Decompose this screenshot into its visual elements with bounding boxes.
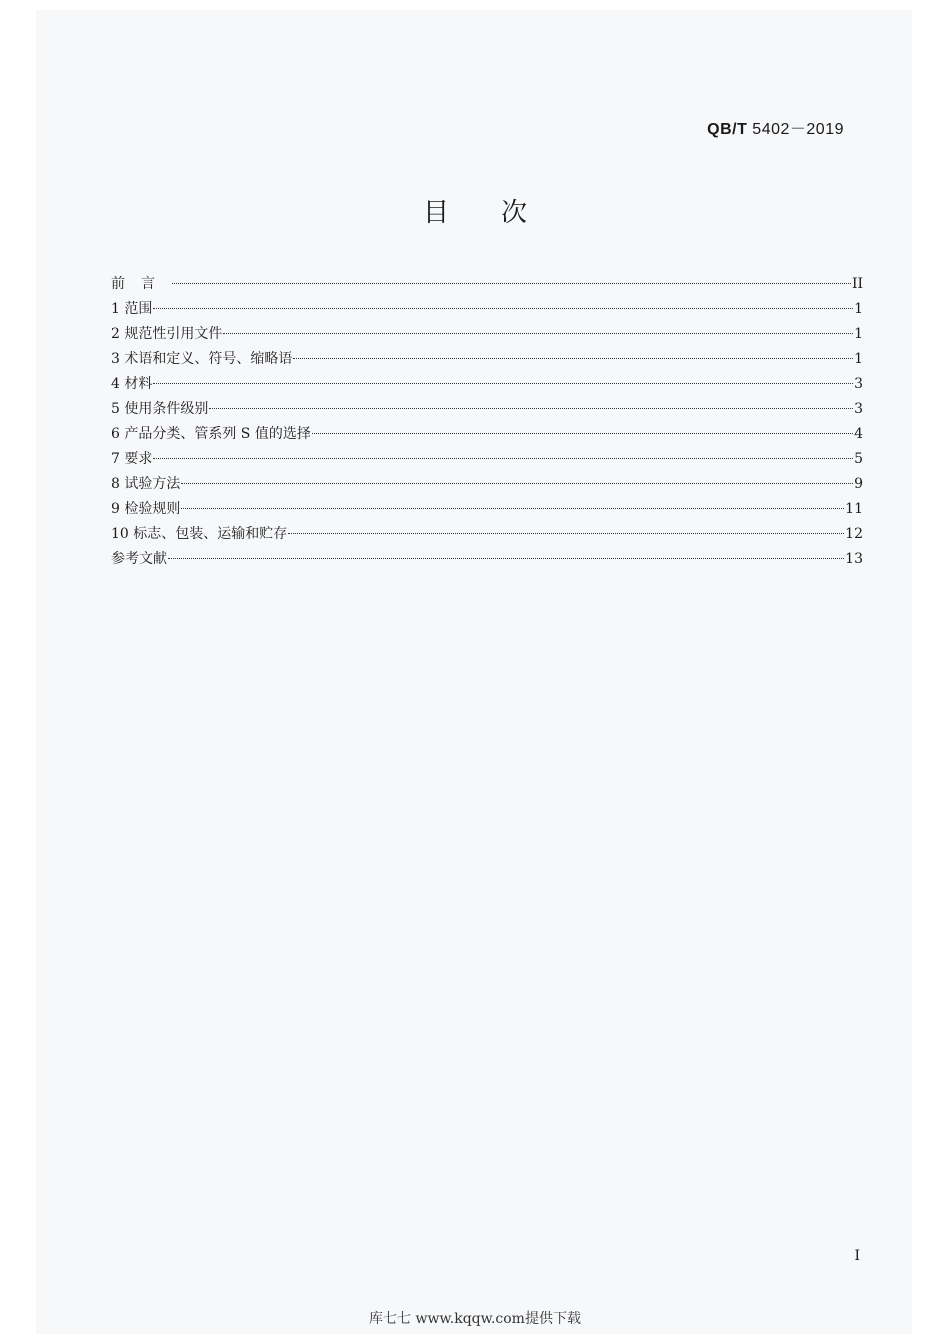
page-number: I: [854, 1248, 860, 1264]
toc-leader-dots: [293, 358, 853, 359]
standard-code: [707, 116, 844, 139]
toc-entry-label: 8 试验方法: [111, 476, 181, 492]
toc-entry-scope[interactable]: [111, 297, 863, 322]
table-of-contents: [111, 272, 863, 572]
toc-entry-page: 9: [854, 476, 863, 492]
toc-leader-dots: [209, 408, 853, 409]
toc-entry-label: 4 材料: [111, 376, 153, 392]
toc-leader-dots: [223, 333, 853, 334]
toc-entry-test-methods[interactable]: [111, 472, 863, 497]
toc-entry-label: 前言: [111, 276, 171, 292]
toc-entry-bibliography[interactable]: [111, 547, 863, 572]
toc-leader-dots: [168, 558, 844, 559]
toc-leader-dots: [153, 383, 853, 384]
standard-prefix: QB/T: [707, 121, 748, 138]
toc-entry-page: 4: [854, 426, 863, 442]
toc-entry-terms[interactable]: [111, 347, 863, 372]
toc-entry-inspection-rules[interactable]: [111, 497, 863, 522]
toc-leader-dots: [172, 283, 851, 284]
toc-leader-dots: [181, 483, 853, 484]
toc-entry-label: 3 术语和定义、符号、缩略语: [111, 351, 293, 367]
toc-entry-label: 9 检验规则: [111, 501, 181, 517]
toc-entry-label: 2 规范性引用文件: [111, 326, 223, 342]
toc-entry-page: 3: [854, 401, 863, 417]
toc-leader-dots: [288, 533, 844, 534]
toc-entry-page: 1: [854, 326, 863, 342]
toc-leader-dots: [153, 458, 853, 459]
toc-entry-page: 12: [845, 526, 863, 542]
toc-entry-requirements[interactable]: [111, 447, 863, 472]
toc-entry-label: 1 范围: [111, 301, 153, 317]
toc-leader-dots: [181, 508, 844, 509]
toc-entry-label: 6 产品分类、管系列 S 值的选择: [111, 426, 311, 442]
toc-leader-dots: [312, 433, 853, 434]
toc-entry-classification[interactable]: [111, 422, 863, 447]
toc-title: 目次: [422, 198, 579, 228]
standard-number: 5402－2019: [752, 121, 844, 138]
toc-entry-marking-packaging[interactable]: [111, 522, 863, 547]
toc-entry-service-conditions[interactable]: [111, 397, 863, 422]
download-footer: 库七七 www.kqqw.com提供下载: [369, 1311, 581, 1327]
toc-entry-page: 13: [845, 551, 863, 567]
toc-entry-materials[interactable]: [111, 372, 863, 397]
toc-entry-page: 1: [854, 301, 863, 317]
toc-entry-page: 11: [845, 501, 863, 517]
toc-entry-normative-references[interactable]: [111, 322, 863, 347]
toc-entry-page: 5: [854, 451, 863, 467]
toc-entry-page: 1: [854, 351, 863, 367]
toc-entry-label: 10 标志、包装、运输和贮存: [111, 526, 288, 542]
toc-entry-label: 5 使用条件级别: [111, 401, 209, 417]
toc-entry-page: 3: [854, 376, 863, 392]
toc-entry-page: II: [851, 276, 863, 292]
toc-entry-label: 7 要求: [111, 451, 153, 467]
toc-entry-label: 参考文献: [111, 551, 167, 567]
toc-leader-dots: [153, 308, 853, 309]
toc-entry-foreword[interactable]: [111, 272, 863, 297]
